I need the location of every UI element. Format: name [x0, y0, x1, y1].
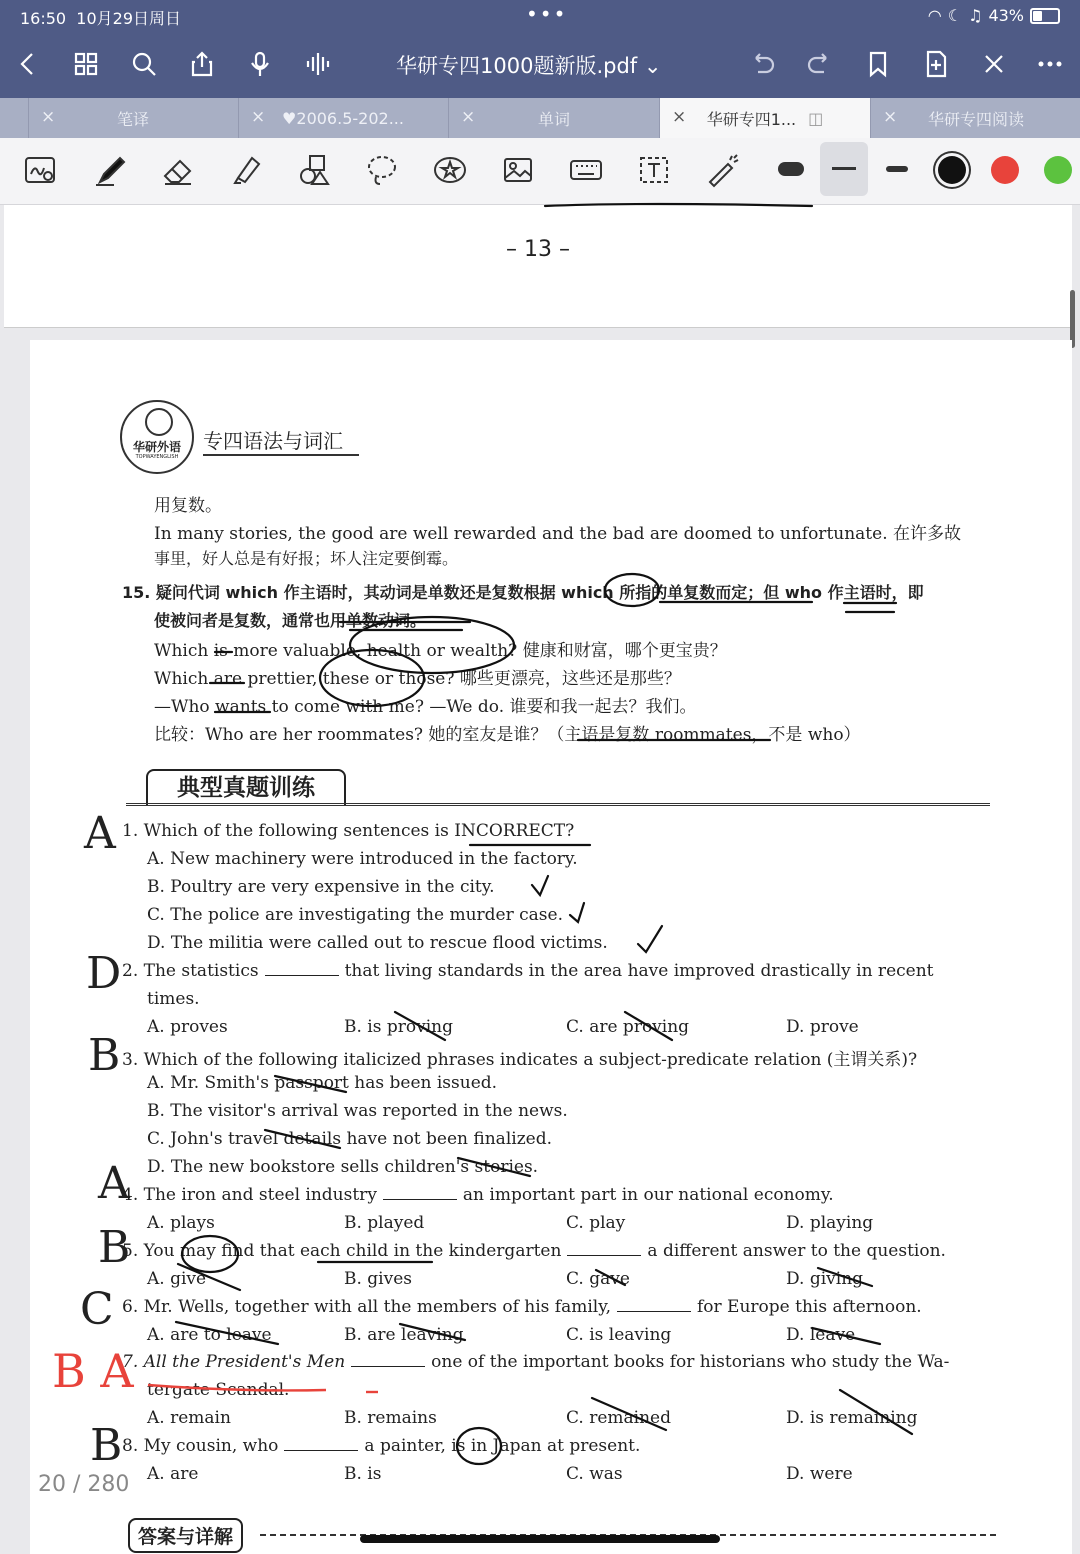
- audio-icon[interactable]: [300, 46, 336, 82]
- option: D. is remaining: [786, 1408, 918, 1428]
- top-toolbar: [0, 32, 1080, 98]
- option: B. remains: [344, 1408, 437, 1428]
- stroke-thin-option[interactable]: [886, 166, 908, 172]
- wifi-icon: ◠: [927, 6, 942, 25]
- handwriting-icon[interactable]: [18, 148, 62, 192]
- more-icon[interactable]: [1032, 46, 1068, 82]
- text-line: 比较：Who are her roommates? 她的室友是谁？（主语是复数 roommates，不是 who）: [154, 725, 861, 745]
- close-tab-icon[interactable]: ×: [251, 107, 266, 127]
- highlighter-icon[interactable]: [224, 148, 268, 192]
- status-time: 16:50 10月29日周日: [20, 9, 182, 28]
- text-line: 事里，好人总是有好报；坏人注定要倒霉。: [154, 549, 459, 568]
- shapes-icon[interactable]: [292, 148, 336, 192]
- search-icon[interactable]: [126, 46, 162, 82]
- handwritten-answer: B: [98, 1222, 131, 1273]
- handwritten-answer: B: [90, 1420, 123, 1471]
- option: C. John's travel details have not been finalized.: [147, 1129, 552, 1149]
- question-2: 2. The statistics that living standards in the area have improved drastically in recent: [122, 961, 934, 981]
- tab-item[interactable]: × 华研专四阅读: [870, 98, 1080, 138]
- multitask-dots-icon[interactable]: •••: [526, 2, 568, 26]
- question-4: 4. The iron and steel industry an important part in our national economy.: [122, 1185, 834, 1205]
- question-7: 7. All the President's Men one of the important books for historians who study the Wa-: [122, 1352, 950, 1372]
- answers-heading: 答案与详解: [128, 1518, 243, 1553]
- question-6: 6. Mr. Wells, together with all the members of his family, for Europe this afternoon.: [122, 1297, 922, 1317]
- undo-icon[interactable]: [744, 46, 780, 82]
- annotation-toolbar: [0, 138, 1080, 205]
- option: D. giving: [786, 1269, 864, 1289]
- publisher-logo: 华研外语 TOPWAYENGLISH: [120, 400, 194, 474]
- tab-item-active[interactable]: × 华研专四1... ◫: [659, 98, 870, 138]
- option: D. prove: [786, 1017, 859, 1037]
- keyboard-icon[interactable]: [564, 148, 608, 192]
- option: A. plays: [147, 1213, 215, 1233]
- option: C. was: [566, 1464, 623, 1484]
- section-title: 专四语法与词汇: [203, 425, 359, 456]
- status-bar: [0, 0, 1080, 32]
- question-7-cont: tergate Scandal.: [147, 1380, 290, 1400]
- option: B. is proving: [344, 1017, 453, 1037]
- option: D. The new bookstore sells children's stories.: [147, 1157, 539, 1177]
- option: C. The police are investigating the murder case.: [147, 905, 563, 925]
- previous-page: [4, 205, 1072, 328]
- split-view-icon[interactable]: ◫: [808, 108, 824, 128]
- close-tab-icon[interactable]: ×: [672, 107, 687, 127]
- page-number: – 13 –: [506, 237, 570, 262]
- option: B. is: [344, 1464, 382, 1484]
- handwritten-answer: A: [84, 808, 116, 859]
- close-tab-icon[interactable]: ×: [883, 107, 898, 127]
- option: D. were: [786, 1464, 853, 1484]
- tab-bar: [0, 98, 1080, 138]
- sticker-icon[interactable]: [428, 148, 472, 192]
- color-red-swatch[interactable]: [991, 156, 1019, 184]
- question-1: 1. Which of the following sentences is INCORRECT?: [122, 821, 575, 841]
- stroke-thick-option[interactable]: [778, 162, 804, 176]
- text-line: Which are prettier, these or those? 哪些更漂亮，这些还是那些？: [154, 669, 681, 689]
- option: A. give: [147, 1269, 207, 1289]
- home-indicator[interactable]: [360, 1535, 720, 1543]
- document-title[interactable]: 华研专四1000题新版.pdf ⌄: [396, 54, 662, 78]
- option: B. played: [344, 1213, 425, 1233]
- option: A. are to leave: [147, 1325, 272, 1345]
- redo-icon[interactable]: [802, 46, 838, 82]
- text-line: Which is more valuable, health or wealth? 健康和财富，哪个更宝贵？: [154, 641, 727, 661]
- text-line: 15. 疑问代词 which 作主语时，其动词是单数还是复数根据 which 所指的单复数而定；但 who 作主语时，即: [122, 583, 924, 602]
- text-line: 用复数。: [154, 496, 222, 516]
- option: A. Mr. Smith's passport has been issued.: [147, 1073, 498, 1093]
- option: C. gave: [566, 1269, 630, 1289]
- tab-item[interactable]: × ♥2006.5-202...: [238, 98, 447, 138]
- option: C. is leaving: [566, 1325, 672, 1345]
- exercise-heading: 典型真题训练: [146, 769, 346, 805]
- option: C. play: [566, 1213, 626, 1233]
- back-icon[interactable]: [10, 46, 46, 82]
- bookmark-icon[interactable]: [860, 46, 896, 82]
- stroke-medium-option-selected[interactable]: [820, 142, 868, 196]
- focus-moon-icon: ☾: [947, 6, 963, 25]
- option: C. remained: [566, 1408, 671, 1428]
- option: A. New machinery were introduced in the factory.: [147, 849, 578, 869]
- image-icon[interactable]: [496, 148, 540, 192]
- tab-item[interactable]: × 单词: [448, 98, 659, 138]
- option: A. proves: [147, 1017, 228, 1037]
- option: D. leave: [786, 1325, 856, 1345]
- question-5: 5. You may find that each child in the kindergarten a different answer to the question.: [122, 1241, 946, 1261]
- pen-icon[interactable]: [88, 148, 132, 192]
- text-line: 使被问者是复数，通常也用单数动词。: [154, 611, 427, 630]
- close-icon[interactable]: [976, 46, 1012, 82]
- laser-icon[interactable]: [700, 148, 744, 192]
- option: C. are proving: [566, 1017, 690, 1037]
- handwritten-answer: C: [80, 1284, 114, 1335]
- handwritten-answer-red: B A: [52, 1344, 134, 1398]
- page-counter: 20 / 280: [38, 1472, 130, 1497]
- grid-icon[interactable]: [68, 46, 104, 82]
- close-tab-icon[interactable]: ×: [41, 107, 56, 127]
- share-icon[interactable]: [184, 46, 220, 82]
- option: A. remain: [147, 1408, 231, 1428]
- battery-percent: 43%: [988, 6, 1024, 25]
- close-tab-icon[interactable]: ×: [461, 107, 476, 127]
- question-8: 8. My cousin, who a painter, is in Japan at present.: [122, 1436, 641, 1456]
- add-page-icon[interactable]: [918, 46, 954, 82]
- color-black-swatch[interactable]: [938, 156, 966, 184]
- battery-icon: [1030, 8, 1060, 24]
- divider: [126, 803, 990, 806]
- mic-icon[interactable]: [242, 46, 278, 82]
- option: B. The visitor's arrival was reported in the news.: [147, 1101, 568, 1121]
- color-green-swatch[interactable]: [1044, 156, 1072, 184]
- option: B. Poultry are very expensive in the city.: [147, 877, 495, 897]
- option: B. gives: [344, 1269, 413, 1289]
- handwritten-answer: B: [88, 1030, 121, 1081]
- textbox-icon[interactable]: [632, 148, 676, 192]
- battery-level: [1033, 11, 1042, 21]
- eraser-icon[interactable]: [156, 148, 200, 192]
- option: A. are: [147, 1464, 199, 1484]
- option: D. The militia were called out to rescue flood victims.: [147, 933, 608, 953]
- text-line: —Who wants to come with me? —We do. 谁要和我一起去？我们。: [154, 697, 697, 717]
- headphones-icon: ♫: [968, 6, 983, 25]
- handwritten-answer: D: [86, 948, 122, 999]
- handwritten-answer: A: [98, 1158, 130, 1209]
- logo-mascot-icon: [145, 408, 173, 436]
- tab-item[interactable]: × 笔译: [28, 98, 237, 138]
- lasso-icon[interactable]: [360, 148, 404, 192]
- text-line: In many stories, the good are well rewarded and the bad are doomed to unfortunate. 在许多故: [154, 524, 962, 544]
- question-2-cont: times.: [147, 989, 200, 1009]
- option: B. are leaving: [344, 1325, 464, 1345]
- option: D. playing: [786, 1213, 874, 1233]
- question-3: 3. Which of the following italicized phrases indicates a subject-predicate relation (主谓关系)?: [122, 1050, 918, 1070]
